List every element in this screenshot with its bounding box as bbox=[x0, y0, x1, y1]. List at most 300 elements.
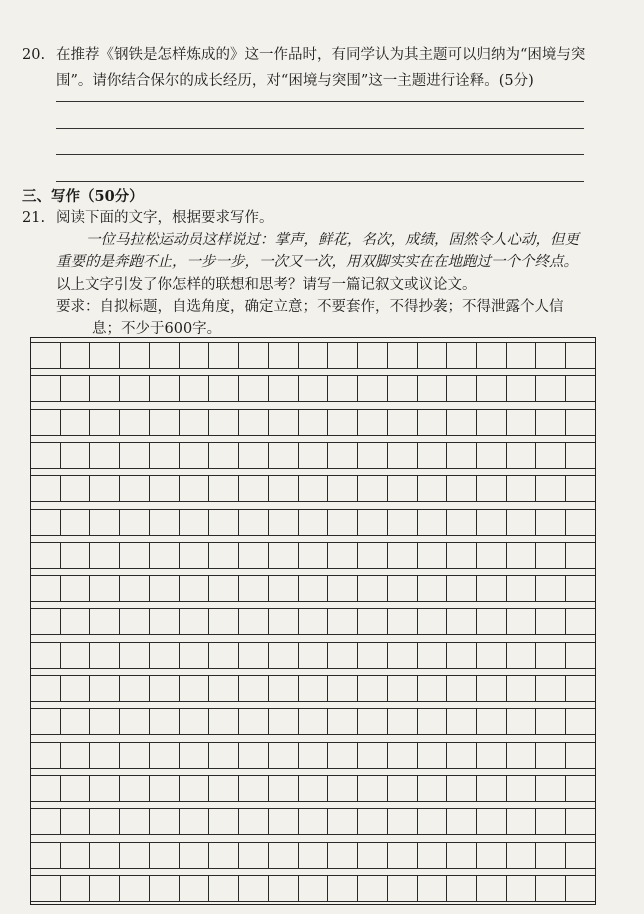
grid-cell[interactable] bbox=[507, 375, 537, 402]
grid-cell[interactable] bbox=[418, 842, 448, 869]
grid-cell[interactable] bbox=[61, 642, 91, 669]
grid-cell[interactable] bbox=[299, 808, 329, 835]
grid-cell[interactable] bbox=[328, 708, 358, 735]
grid-cell[interactable] bbox=[90, 542, 120, 569]
grid-cell[interactable] bbox=[328, 342, 358, 369]
grid-cell[interactable] bbox=[209, 675, 239, 702]
grid-cell[interactable] bbox=[239, 442, 269, 469]
grid-cell[interactable] bbox=[209, 475, 239, 502]
grid-cell[interactable] bbox=[477, 775, 507, 802]
grid-cell[interactable] bbox=[536, 509, 566, 536]
grid-cell[interactable] bbox=[328, 475, 358, 502]
grid-cell[interactable] bbox=[31, 542, 61, 569]
grid-cell[interactable] bbox=[536, 608, 566, 635]
grid-cell[interactable] bbox=[120, 375, 150, 402]
grid-cell[interactable] bbox=[209, 608, 239, 635]
grid-cell[interactable] bbox=[180, 675, 210, 702]
grid-cell[interactable] bbox=[239, 575, 269, 602]
grid-cell[interactable] bbox=[566, 808, 595, 835]
grid-cell[interactable] bbox=[566, 575, 595, 602]
grid-cell[interactable] bbox=[299, 775, 329, 802]
grid-cell[interactable] bbox=[418, 509, 448, 536]
grid-cell[interactable] bbox=[477, 808, 507, 835]
grid-cell[interactable] bbox=[388, 509, 418, 536]
answer-line[interactable] bbox=[56, 181, 584, 182]
grid-cell[interactable] bbox=[150, 742, 180, 769]
grid-cell[interactable] bbox=[566, 675, 595, 702]
grid-cell[interactable] bbox=[507, 342, 537, 369]
grid-cell[interactable] bbox=[328, 875, 358, 902]
grid-cell[interactable] bbox=[507, 509, 537, 536]
grid-cell[interactable] bbox=[447, 375, 477, 402]
grid-cell[interactable] bbox=[358, 808, 388, 835]
grid-cell[interactable] bbox=[31, 842, 61, 869]
grid-cell[interactable] bbox=[150, 575, 180, 602]
grid-cell[interactable] bbox=[566, 608, 595, 635]
grid-cell[interactable] bbox=[239, 742, 269, 769]
grid-cell[interactable] bbox=[180, 842, 210, 869]
grid-cell[interactable] bbox=[90, 375, 120, 402]
grid-cell[interactable] bbox=[180, 475, 210, 502]
grid-cell[interactable] bbox=[120, 442, 150, 469]
grid-cell[interactable] bbox=[90, 409, 120, 436]
grid-cell[interactable] bbox=[209, 375, 239, 402]
grid-cell[interactable] bbox=[120, 708, 150, 735]
grid-cell[interactable] bbox=[299, 742, 329, 769]
grid-cell[interactable] bbox=[61, 875, 91, 902]
grid-cell[interactable] bbox=[239, 342, 269, 369]
grid-cell[interactable] bbox=[150, 842, 180, 869]
grid-cell[interactable] bbox=[150, 608, 180, 635]
grid-cell[interactable] bbox=[507, 875, 537, 902]
grid-cell[interactable] bbox=[507, 842, 537, 869]
grid-cell[interactable] bbox=[239, 642, 269, 669]
grid-cell[interactable] bbox=[328, 509, 358, 536]
grid-cell[interactable] bbox=[447, 808, 477, 835]
grid-cell[interactable] bbox=[150, 342, 180, 369]
grid-cell[interactable] bbox=[269, 375, 299, 402]
grid-cell[interactable] bbox=[61, 842, 91, 869]
grid-cell[interactable] bbox=[269, 442, 299, 469]
grid-cell[interactable] bbox=[388, 375, 418, 402]
grid-cell[interactable] bbox=[31, 675, 61, 702]
grid-cell[interactable] bbox=[477, 542, 507, 569]
grid-cell[interactable] bbox=[31, 742, 61, 769]
grid-cell[interactable] bbox=[269, 808, 299, 835]
grid-cell[interactable] bbox=[507, 409, 537, 436]
grid-cell[interactable] bbox=[61, 675, 91, 702]
grid-cell[interactable] bbox=[209, 808, 239, 835]
grid-cell[interactable] bbox=[536, 442, 566, 469]
grid-cell[interactable] bbox=[209, 509, 239, 536]
grid-cell[interactable] bbox=[299, 842, 329, 869]
grid-cell[interactable] bbox=[180, 608, 210, 635]
grid-cell[interactable] bbox=[239, 475, 269, 502]
grid-cell[interactable] bbox=[31, 642, 61, 669]
grid-cell[interactable] bbox=[31, 409, 61, 436]
grid-cell[interactable] bbox=[61, 342, 91, 369]
grid-cell[interactable] bbox=[120, 575, 150, 602]
grid-cell[interactable] bbox=[477, 575, 507, 602]
grid-cell[interactable] bbox=[299, 342, 329, 369]
grid-cell[interactable] bbox=[477, 708, 507, 735]
grid-cell[interactable] bbox=[269, 742, 299, 769]
grid-cell[interactable] bbox=[536, 409, 566, 436]
grid-cell[interactable] bbox=[536, 375, 566, 402]
grid-cell[interactable] bbox=[299, 442, 329, 469]
grid-cell[interactable] bbox=[180, 875, 210, 902]
grid-cell[interactable] bbox=[120, 742, 150, 769]
grid-cell[interactable] bbox=[507, 742, 537, 769]
grid-cell[interactable] bbox=[269, 875, 299, 902]
grid-cell[interactable] bbox=[269, 608, 299, 635]
grid-cell[interactable] bbox=[536, 808, 566, 835]
grid-cell[interactable] bbox=[90, 842, 120, 869]
grid-cell[interactable] bbox=[536, 475, 566, 502]
grid-cell[interactable] bbox=[90, 775, 120, 802]
grid-cell[interactable] bbox=[507, 808, 537, 835]
grid-cell[interactable] bbox=[477, 642, 507, 669]
grid-cell[interactable] bbox=[120, 842, 150, 869]
grid-cell[interactable] bbox=[358, 575, 388, 602]
grid-cell[interactable] bbox=[90, 575, 120, 602]
grid-cell[interactable] bbox=[239, 808, 269, 835]
grid-cell[interactable] bbox=[536, 542, 566, 569]
grid-cell[interactable] bbox=[477, 675, 507, 702]
grid-cell[interactable] bbox=[61, 475, 91, 502]
grid-cell[interactable] bbox=[536, 842, 566, 869]
grid-cell[interactable] bbox=[180, 509, 210, 536]
grid-cell[interactable] bbox=[328, 409, 358, 436]
grid-cell[interactable] bbox=[90, 808, 120, 835]
grid-cell[interactable] bbox=[418, 608, 448, 635]
grid-cell[interactable] bbox=[269, 775, 299, 802]
grid-cell[interactable] bbox=[477, 342, 507, 369]
grid-cell[interactable] bbox=[418, 542, 448, 569]
grid-cell[interactable] bbox=[239, 409, 269, 436]
grid-cell[interactable] bbox=[328, 842, 358, 869]
grid-cell[interactable] bbox=[269, 542, 299, 569]
grid-cell[interactable] bbox=[566, 875, 595, 902]
grid-cell[interactable] bbox=[477, 509, 507, 536]
answer-line[interactable] bbox=[56, 101, 584, 102]
grid-cell[interactable] bbox=[418, 675, 448, 702]
grid-cell[interactable] bbox=[120, 542, 150, 569]
grid-cell[interactable] bbox=[31, 608, 61, 635]
grid-cell[interactable] bbox=[180, 442, 210, 469]
grid-cell[interactable] bbox=[120, 608, 150, 635]
grid-cell[interactable] bbox=[358, 642, 388, 669]
grid-cell[interactable] bbox=[566, 409, 595, 436]
grid-cell[interactable] bbox=[239, 509, 269, 536]
grid-cell[interactable] bbox=[239, 708, 269, 735]
grid-cell[interactable] bbox=[447, 442, 477, 469]
writing-grid[interactable] bbox=[30, 337, 596, 905]
grid-cell[interactable] bbox=[418, 409, 448, 436]
grid-cell[interactable] bbox=[31, 708, 61, 735]
grid-cell[interactable] bbox=[566, 708, 595, 735]
grid-cell[interactable] bbox=[61, 509, 91, 536]
grid-cell[interactable] bbox=[120, 675, 150, 702]
grid-cell[interactable] bbox=[388, 808, 418, 835]
grid-cell[interactable] bbox=[61, 708, 91, 735]
grid-cell[interactable] bbox=[180, 409, 210, 436]
grid-cell[interactable] bbox=[150, 442, 180, 469]
grid-cell[interactable] bbox=[120, 342, 150, 369]
grid-cell[interactable] bbox=[507, 708, 537, 735]
grid-cell[interactable] bbox=[447, 342, 477, 369]
grid-cell[interactable] bbox=[269, 475, 299, 502]
grid-cell[interactable] bbox=[239, 675, 269, 702]
grid-cell[interactable] bbox=[388, 608, 418, 635]
grid-cell[interactable] bbox=[507, 542, 537, 569]
grid-cell[interactable] bbox=[358, 409, 388, 436]
grid-cell[interactable] bbox=[507, 442, 537, 469]
grid-cell[interactable] bbox=[61, 375, 91, 402]
grid-cell[interactable] bbox=[477, 608, 507, 635]
grid-cell[interactable] bbox=[120, 875, 150, 902]
grid-cell[interactable] bbox=[209, 875, 239, 902]
grid-cell[interactable] bbox=[269, 842, 299, 869]
grid-cell[interactable] bbox=[358, 842, 388, 869]
grid-cell[interactable] bbox=[447, 842, 477, 869]
grid-cell[interactable] bbox=[209, 442, 239, 469]
grid-cell[interactable] bbox=[507, 775, 537, 802]
grid-cell[interactable] bbox=[180, 642, 210, 669]
grid-cell[interactable] bbox=[358, 509, 388, 536]
grid-cell[interactable] bbox=[358, 475, 388, 502]
grid-cell[interactable] bbox=[299, 509, 329, 536]
grid-cell[interactable] bbox=[536, 875, 566, 902]
grid-cell[interactable] bbox=[61, 608, 91, 635]
grid-cell[interactable] bbox=[447, 708, 477, 735]
grid-cell[interactable] bbox=[328, 608, 358, 635]
grid-cell[interactable] bbox=[31, 509, 61, 536]
grid-cell[interactable] bbox=[299, 375, 329, 402]
grid-cell[interactable] bbox=[566, 475, 595, 502]
grid-cell[interactable] bbox=[150, 642, 180, 669]
grid-cell[interactable] bbox=[299, 575, 329, 602]
grid-cell[interactable] bbox=[90, 442, 120, 469]
grid-cell[interactable] bbox=[418, 775, 448, 802]
grid-cell[interactable] bbox=[299, 875, 329, 902]
grid-cell[interactable] bbox=[447, 608, 477, 635]
grid-cell[interactable] bbox=[328, 675, 358, 702]
grid-cell[interactable] bbox=[269, 509, 299, 536]
grid-cell[interactable] bbox=[239, 875, 269, 902]
grid-cell[interactable] bbox=[477, 842, 507, 869]
grid-cell[interactable] bbox=[239, 608, 269, 635]
grid-cell[interactable] bbox=[180, 342, 210, 369]
grid-cell[interactable] bbox=[477, 875, 507, 902]
grid-cell[interactable] bbox=[328, 575, 358, 602]
grid-cell[interactable] bbox=[447, 875, 477, 902]
grid-cell[interactable] bbox=[447, 575, 477, 602]
grid-cell[interactable] bbox=[358, 542, 388, 569]
grid-cell[interactable] bbox=[447, 642, 477, 669]
grid-cell[interactable] bbox=[358, 375, 388, 402]
grid-cell[interactable] bbox=[209, 642, 239, 669]
grid-cell[interactable] bbox=[269, 675, 299, 702]
grid-cell[interactable] bbox=[209, 409, 239, 436]
grid-cell[interactable] bbox=[566, 375, 595, 402]
grid-cell[interactable] bbox=[120, 475, 150, 502]
grid-cell[interactable] bbox=[536, 575, 566, 602]
grid-cell[interactable] bbox=[447, 509, 477, 536]
grid-cell[interactable] bbox=[447, 775, 477, 802]
grid-cell[interactable] bbox=[150, 775, 180, 802]
grid-cell[interactable] bbox=[388, 675, 418, 702]
grid-cell[interactable] bbox=[150, 375, 180, 402]
grid-cell[interactable] bbox=[90, 708, 120, 735]
grid-cell[interactable] bbox=[418, 742, 448, 769]
grid-cell[interactable] bbox=[418, 575, 448, 602]
grid-cell[interactable] bbox=[209, 708, 239, 735]
grid-cell[interactable] bbox=[328, 642, 358, 669]
grid-cell[interactable] bbox=[269, 708, 299, 735]
grid-cell[interactable] bbox=[90, 475, 120, 502]
grid-cell[interactable] bbox=[358, 442, 388, 469]
grid-cell[interactable] bbox=[536, 708, 566, 735]
grid-cell[interactable] bbox=[150, 409, 180, 436]
grid-cell[interactable] bbox=[447, 542, 477, 569]
grid-cell[interactable] bbox=[120, 509, 150, 536]
grid-cell[interactable] bbox=[536, 775, 566, 802]
grid-cell[interactable] bbox=[180, 742, 210, 769]
grid-cell[interactable] bbox=[388, 708, 418, 735]
grid-cell[interactable] bbox=[180, 542, 210, 569]
grid-cell[interactable] bbox=[299, 642, 329, 669]
grid-cell[interactable] bbox=[507, 675, 537, 702]
grid-cell[interactable] bbox=[566, 842, 595, 869]
grid-cell[interactable] bbox=[477, 409, 507, 436]
grid-cell[interactable] bbox=[61, 742, 91, 769]
grid-cell[interactable] bbox=[388, 409, 418, 436]
grid-cell[interactable] bbox=[61, 409, 91, 436]
grid-cell[interactable] bbox=[150, 875, 180, 902]
grid-cell[interactable] bbox=[388, 875, 418, 902]
grid-cell[interactable] bbox=[150, 808, 180, 835]
grid-cell[interactable] bbox=[31, 875, 61, 902]
grid-cell[interactable] bbox=[209, 742, 239, 769]
grid-cell[interactable] bbox=[418, 475, 448, 502]
grid-cell[interactable] bbox=[418, 342, 448, 369]
grid-cell[interactable] bbox=[61, 575, 91, 602]
grid-cell[interactable] bbox=[61, 775, 91, 802]
grid-cell[interactable] bbox=[239, 775, 269, 802]
grid-cell[interactable] bbox=[180, 708, 210, 735]
grid-cell[interactable] bbox=[120, 808, 150, 835]
grid-cell[interactable] bbox=[388, 575, 418, 602]
grid-cell[interactable] bbox=[299, 708, 329, 735]
grid-cell[interactable] bbox=[180, 375, 210, 402]
grid-cell[interactable] bbox=[239, 542, 269, 569]
grid-cell[interactable] bbox=[447, 675, 477, 702]
grid-cell[interactable] bbox=[150, 708, 180, 735]
grid-cell[interactable] bbox=[90, 642, 120, 669]
grid-cell[interactable] bbox=[90, 875, 120, 902]
grid-cell[interactable] bbox=[328, 375, 358, 402]
grid-cell[interactable] bbox=[418, 708, 448, 735]
grid-cell[interactable] bbox=[328, 808, 358, 835]
grid-cell[interactable] bbox=[180, 775, 210, 802]
grid-cell[interactable] bbox=[61, 808, 91, 835]
grid-cell[interactable] bbox=[536, 742, 566, 769]
grid-cell[interactable] bbox=[150, 675, 180, 702]
grid-cell[interactable] bbox=[31, 375, 61, 402]
grid-cell[interactable] bbox=[566, 542, 595, 569]
grid-cell[interactable] bbox=[358, 875, 388, 902]
grid-cell[interactable] bbox=[447, 409, 477, 436]
grid-cell[interactable] bbox=[31, 575, 61, 602]
grid-cell[interactable] bbox=[536, 675, 566, 702]
answer-line[interactable] bbox=[56, 128, 584, 129]
grid-cell[interactable] bbox=[477, 442, 507, 469]
grid-cell[interactable] bbox=[31, 442, 61, 469]
grid-cell[interactable] bbox=[209, 542, 239, 569]
grid-cell[interactable] bbox=[180, 575, 210, 602]
grid-cell[interactable] bbox=[536, 342, 566, 369]
grid-cell[interactable] bbox=[209, 775, 239, 802]
grid-cell[interactable] bbox=[239, 842, 269, 869]
grid-cell[interactable] bbox=[209, 575, 239, 602]
grid-cell[interactable] bbox=[507, 642, 537, 669]
grid-cell[interactable] bbox=[150, 475, 180, 502]
grid-cell[interactable] bbox=[31, 775, 61, 802]
grid-cell[interactable] bbox=[536, 642, 566, 669]
grid-cell[interactable] bbox=[180, 808, 210, 835]
grid-cell[interactable] bbox=[507, 475, 537, 502]
grid-cell[interactable] bbox=[388, 442, 418, 469]
grid-cell[interactable] bbox=[328, 742, 358, 769]
grid-cell[interactable] bbox=[299, 608, 329, 635]
grid-cell[interactable] bbox=[120, 775, 150, 802]
grid-cell[interactable] bbox=[269, 642, 299, 669]
grid-cell[interactable] bbox=[299, 675, 329, 702]
grid-cell[interactable] bbox=[418, 808, 448, 835]
grid-cell[interactable] bbox=[477, 375, 507, 402]
grid-cell[interactable] bbox=[90, 742, 120, 769]
grid-cell[interactable] bbox=[388, 475, 418, 502]
grid-cell[interactable] bbox=[418, 375, 448, 402]
grid-cell[interactable] bbox=[388, 842, 418, 869]
grid-cell[interactable] bbox=[358, 342, 388, 369]
grid-cell[interactable] bbox=[299, 542, 329, 569]
grid-cell[interactable] bbox=[418, 875, 448, 902]
grid-cell[interactable] bbox=[418, 642, 448, 669]
grid-cell[interactable] bbox=[328, 542, 358, 569]
grid-cell[interactable] bbox=[388, 642, 418, 669]
grid-cell[interactable] bbox=[418, 442, 448, 469]
grid-cell[interactable] bbox=[477, 475, 507, 502]
grid-cell[interactable] bbox=[328, 442, 358, 469]
grid-cell[interactable] bbox=[31, 342, 61, 369]
grid-cell[interactable] bbox=[388, 542, 418, 569]
grid-cell[interactable] bbox=[507, 575, 537, 602]
answer-line[interactable] bbox=[56, 154, 584, 155]
grid-cell[interactable] bbox=[566, 642, 595, 669]
grid-cell[interactable] bbox=[447, 742, 477, 769]
grid-cell[interactable] bbox=[566, 442, 595, 469]
grid-cell[interactable] bbox=[328, 775, 358, 802]
grid-cell[interactable] bbox=[358, 675, 388, 702]
grid-cell[interactable] bbox=[358, 608, 388, 635]
grid-cell[interactable] bbox=[209, 342, 239, 369]
grid-cell[interactable] bbox=[31, 808, 61, 835]
grid-cell[interactable] bbox=[31, 475, 61, 502]
grid-cell[interactable] bbox=[507, 608, 537, 635]
grid-cell[interactable] bbox=[239, 375, 269, 402]
